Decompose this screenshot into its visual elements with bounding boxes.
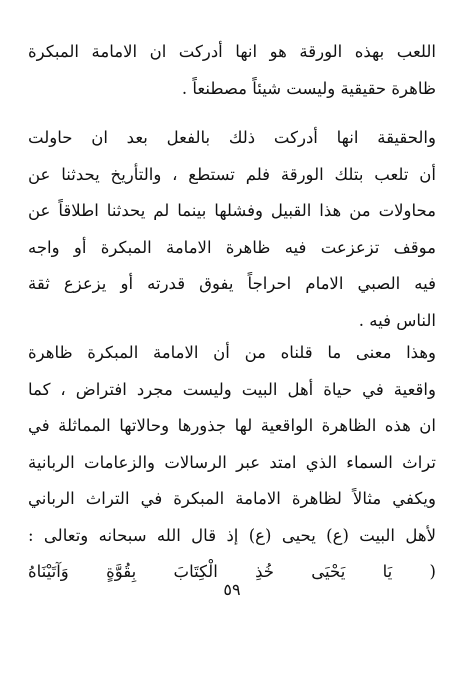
text-line: واقعية في حياة أهل البيت وليست مجرد افتراض ، كما bbox=[28, 379, 436, 399]
page-number: ٥٩ bbox=[223, 580, 241, 599]
paragraph-3 bbox=[28, 335, 436, 591]
text-line: الناس فيه . bbox=[358, 310, 436, 330]
text-line: أن تلعب بتلك الورقة فلم تستطع ، والتأريخ يحدثنا عن bbox=[28, 164, 436, 184]
text-line: محاولات من هذا القبيل وفشلها بينما لم يحدثنا اطلاقاً عن bbox=[28, 201, 436, 220]
text-line: فيه الصبي الامام احراجاً يفوق قدرته أو يزعزع ثقة bbox=[28, 274, 436, 293]
paragraph-1 bbox=[28, 34, 436, 107]
quran-verse-line: ( يَا يَحْيَى خُذِ الْكِتَابَ بِقُوَّةٍ وَآتَيْنَاهُ bbox=[28, 562, 436, 581]
text-line: لأهل البيت (ع) يحيى (ع) إذ قال الله سبحانه وتعالى : bbox=[28, 525, 436, 545]
text-line: وهذا معنى ما قلناه من أن الامامة المبكرة ظاهرة bbox=[28, 343, 436, 362]
text-line: اللعب بهذه الورقة هو انها أدركت ان الامامة المبكرة bbox=[28, 42, 436, 61]
text-line: والحقيقة انها أدركت ذلك بالفعل بعد ان حاولت bbox=[28, 128, 436, 147]
text-line: ان هذه الظاهرة الواقعية لها جذورها وحالاتها المماثلة في bbox=[28, 416, 436, 435]
text-line: تراث السماء الذي امتد عبر الرسالات والزعامات الربانية bbox=[28, 452, 436, 472]
text-line: ظاهرة حقيقية وليست شيئاً مصطنعاً . bbox=[181, 78, 436, 98]
text-line: موقف تزعزعت فيه ظاهرة الامامة المبكرة أو واجه bbox=[28, 237, 436, 257]
text-line: ويكفي مثالاً لظاهرة الامامة المبكرة في التراث الرباني bbox=[28, 489, 436, 508]
paragraph-2 bbox=[28, 120, 436, 339]
